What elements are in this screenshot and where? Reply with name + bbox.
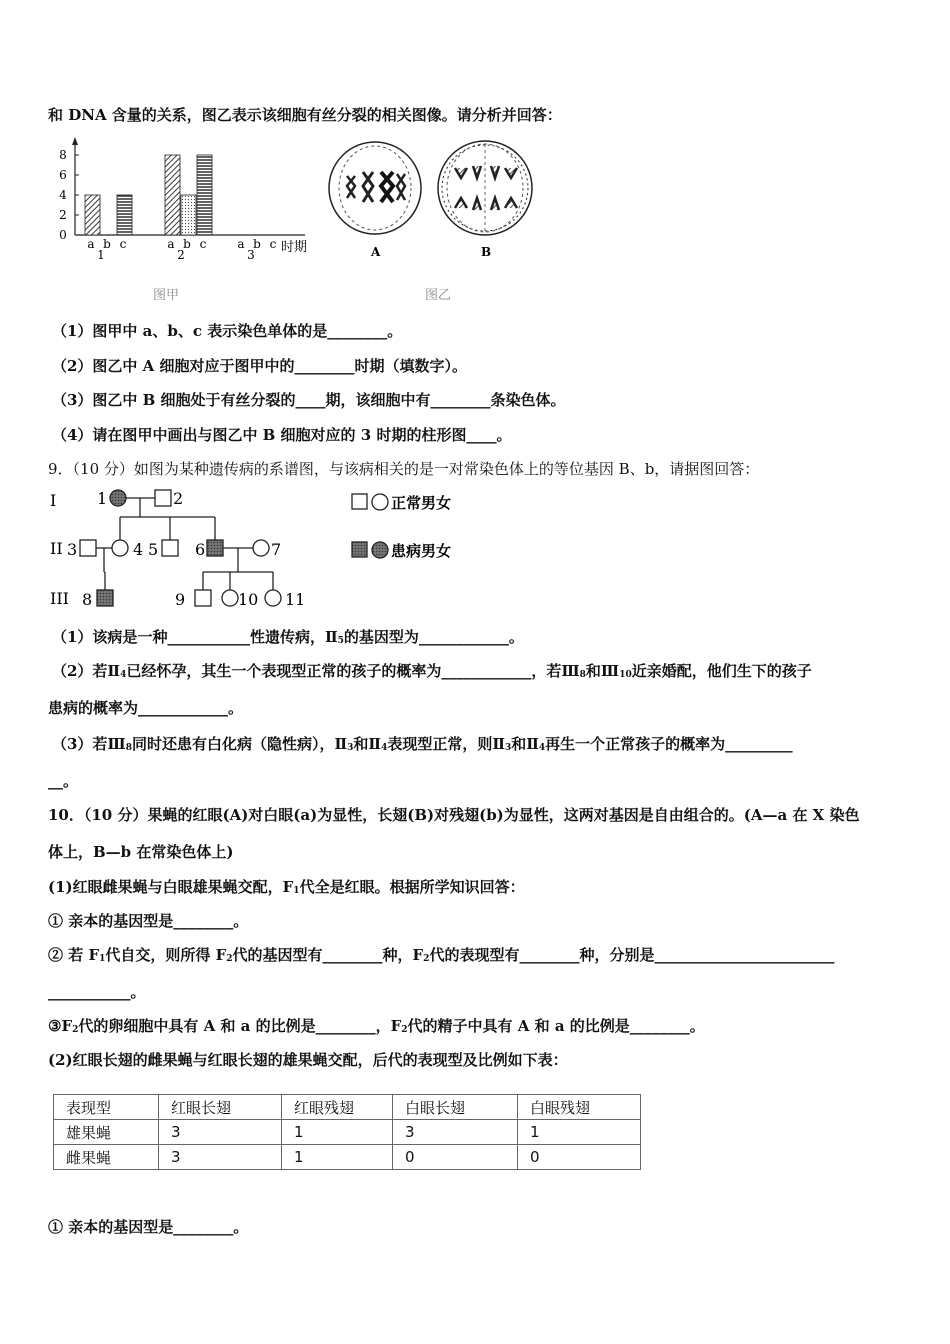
table-header-row xyxy=(54,1095,641,1120)
q8-q1: （1）图甲中 a、b、c 表示染色单体的是________。 xyxy=(52,322,403,340)
bar-label-b: b xyxy=(103,237,111,251)
individual-5 xyxy=(162,540,178,556)
bar-label-c: c xyxy=(119,237,127,251)
individual-2 xyxy=(155,490,171,506)
y-tick-label-6: 6 xyxy=(59,168,67,182)
table-cell: 1 xyxy=(282,1145,393,1170)
table-cell: 3 xyxy=(393,1120,518,1145)
table-cell: 1 xyxy=(282,1120,393,1145)
ind-label-3: 3 xyxy=(67,540,78,559)
individual-10 xyxy=(222,590,238,606)
individual-4 xyxy=(112,540,128,556)
gen-label-1: I xyxy=(50,491,57,510)
fig-jia-caption: 图甲 xyxy=(153,288,180,303)
ind-label-10: 10 xyxy=(238,590,259,609)
q8-q2: （2）图乙中 A 细胞对应于图甲中的________时期（填数字）。 xyxy=(52,357,468,375)
table-cell: 3 xyxy=(159,1120,282,1145)
pedigree-chart xyxy=(45,484,485,614)
ind-label-7: 7 xyxy=(271,540,282,559)
q10-header-line1: 10．（10 分）果蝇的红眼(A)对白眼(a)为显性，长翅(B)对残翅(b)为显性，这两对基因是自由组合的。(A—a 在 X 染色 xyxy=(48,806,860,824)
individual-11 xyxy=(265,590,281,606)
ind-label-9: 9 xyxy=(175,590,186,609)
individual-3 xyxy=(80,540,96,556)
gen-label-3: III xyxy=(50,589,69,608)
individual-7 xyxy=(253,540,269,556)
period-label-3: 3 xyxy=(247,248,255,260)
bar-label-a: a xyxy=(237,237,245,251)
legend-normal-female xyxy=(372,494,388,510)
q9-header: 9．（10 分）如图为某种遗传病的系谱图，与该病相关的是一对常染色体上的等位基因 B、b，请据图回答： xyxy=(48,460,760,478)
cell-a-label: A xyxy=(371,245,381,259)
cell-b-drawing xyxy=(438,141,532,235)
fig-yi-caption: 图乙 xyxy=(425,288,452,303)
cell-division-figure-yi xyxy=(325,138,545,263)
q10-p1-q1: ① 亲本的基因型是________。 xyxy=(48,912,249,930)
y-tick-label-4: 4 xyxy=(59,188,67,202)
x-axis-label: 时期 xyxy=(281,240,308,255)
table-cell: 0 xyxy=(518,1145,641,1170)
ind-label-8: 8 xyxy=(82,590,93,609)
q9-q1: （1）该病是一种___________性遗传病，Ⅱ5的基因型为____________。 xyxy=(52,628,524,646)
gen-label-2: II xyxy=(50,539,63,558)
bar-c-period-1 xyxy=(117,195,132,235)
bar-label-c: c xyxy=(199,237,207,251)
q8-intro: 和 DNA 含量的关系，图乙表示该细胞有丝分裂的相关图像。请分析并回答： xyxy=(48,106,562,124)
bar-chart-jia xyxy=(55,135,325,260)
bar-label-b: b xyxy=(183,237,191,251)
table-cell: 3 xyxy=(159,1145,282,1170)
individual-9 xyxy=(195,590,211,606)
table-cell: 雌果蝇 xyxy=(54,1145,159,1170)
ind-label-1: 1 xyxy=(97,489,108,508)
q10-p2: (2)红眼长翅的雌果蝇与红眼长翅的雄果蝇交配，后代的表现型及比例如下表： xyxy=(48,1051,568,1069)
individual-8 xyxy=(97,590,113,606)
q10-p1: (1)红眼雌果蝇与白眼雄果蝇交配，F1代全是红眼。根据所学知识回答： xyxy=(48,878,525,896)
table-cell: 1 xyxy=(518,1120,641,1145)
bar-c-period-2 xyxy=(197,155,212,235)
y-tick-label-2: 2 xyxy=(59,208,67,222)
table-cell: 雄果蝇 xyxy=(54,1120,159,1145)
period-label-2: 2 xyxy=(177,248,185,260)
q10-p1-q2-line2: ___________。 xyxy=(48,983,146,1001)
table-header-cell: 白眼长翅 xyxy=(393,1095,518,1120)
q10-p2-q1: ① 亲本的基因型是________。 xyxy=(48,1218,249,1236)
q10-p1-q2: ② 若 F1代自交，则所得 F2代的基因型有________种，F2代的表现型有________种，分别是________________________ xyxy=(48,946,835,964)
bar-label-b: b xyxy=(253,237,261,251)
table-row xyxy=(54,1145,641,1170)
period-label-1: 1 xyxy=(97,248,105,260)
table-header-cell: 红眼长翅 xyxy=(159,1095,282,1120)
cell-b-label: B xyxy=(481,245,492,259)
q9-q2-line2: 患病的概率为____________。 xyxy=(48,699,244,717)
q9-q3-line2: __。 xyxy=(48,772,79,790)
legend-affected-male xyxy=(352,542,367,557)
legend-affected-label: 患病男女 xyxy=(391,542,452,560)
table-header-cell: 表现型 xyxy=(54,1095,159,1120)
legend-normal-label: 正常男女 xyxy=(391,494,452,512)
bar-b-period-2 xyxy=(181,195,196,235)
q10-header-line2: 体上，B—b 在常染色体上) xyxy=(48,843,234,861)
individual-6 xyxy=(207,540,223,556)
table-row xyxy=(54,1120,641,1145)
y-axis-arrow xyxy=(72,137,78,145)
ind-label-2: 2 xyxy=(173,489,184,508)
bar-a-period-2 xyxy=(165,155,180,235)
table-cell: 0 xyxy=(393,1145,518,1170)
phenotype-table xyxy=(53,1094,641,1170)
legend-affected-female xyxy=(372,542,388,558)
y-tick-label-0: 0 xyxy=(59,228,67,242)
cell-a-drawing xyxy=(329,142,421,234)
q8-q3: （3）图乙中 B 细胞处于有丝分裂的____期，该细胞中有________条染色体。 xyxy=(52,391,566,409)
q9-q2: （2）若Ⅱ4已经怀孕，其生一个表现型正常的孩子的概率为____________，若Ⅲ8和Ⅲ10近亲婚配，他们生下的孩子 xyxy=(52,662,812,680)
q8-q4: （4）请在图甲中画出与图乙中 B 细胞对应的 3 时期的柱形图____。 xyxy=(52,426,512,444)
individual-1 xyxy=(110,490,126,506)
bar-a-period-1 xyxy=(85,195,100,235)
ind-label-6: 6 xyxy=(195,540,206,559)
bar-label-a: a xyxy=(167,237,175,251)
legend-normal-male xyxy=(352,494,367,509)
ind-label-11: 11 xyxy=(285,590,306,609)
q10-p1-q3: ③F2代的卵细胞中具有 A 和 a 的比例是________，F2代的精子中具有 A 和 a 的比例是________。 xyxy=(48,1017,705,1035)
y-tick-label-8: 8 xyxy=(59,148,67,162)
ind-label-4: 4 xyxy=(133,540,144,559)
q9-q3: （3）若Ⅲ8同时还患有白化病（隐性病），Ⅱ3和Ⅱ4表现型正常，则Ⅱ3和Ⅱ4再生一个正常孩子的概率为_________ xyxy=(52,735,793,753)
bar-label-a: a xyxy=(87,237,95,251)
bar-label-c: c xyxy=(269,237,277,251)
table-header-cell: 白眼残翅 xyxy=(518,1095,641,1120)
ind-label-5: 5 xyxy=(148,540,159,559)
table-header-cell: 红眼残翅 xyxy=(282,1095,393,1120)
